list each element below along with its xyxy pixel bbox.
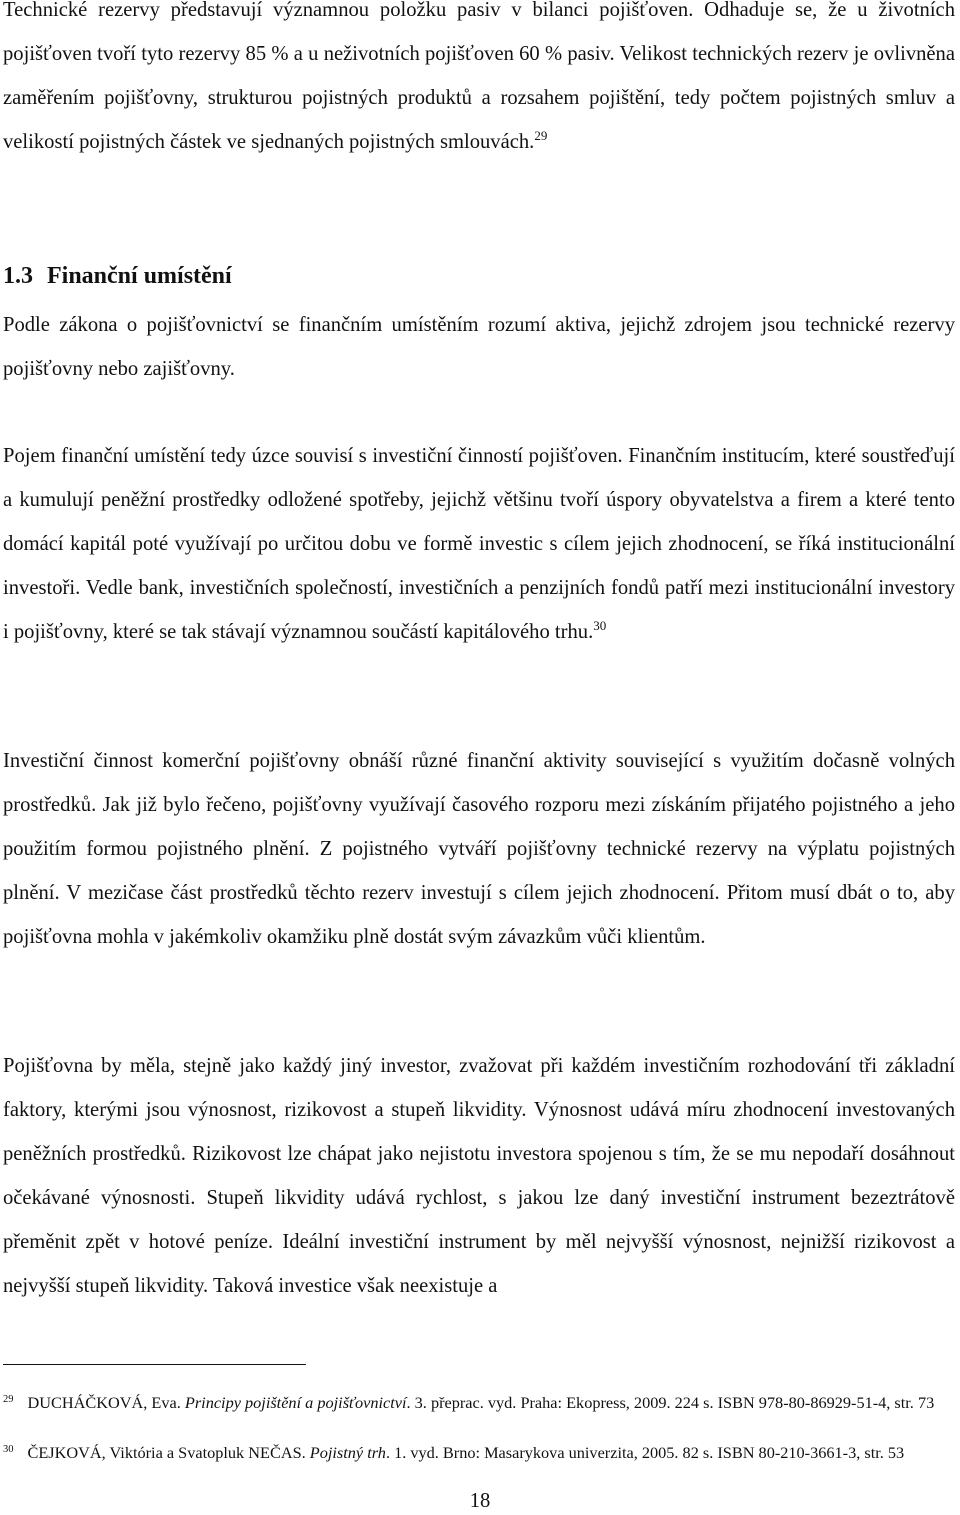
footnote-30 bbox=[3, 1443, 955, 1463]
paragraph-institutional-investors bbox=[3, 434, 955, 654]
footnote-separator bbox=[3, 1364, 306, 1365]
paragraph-investment-factors bbox=[3, 1044, 955, 1308]
footnote-number: 29 bbox=[3, 1393, 14, 1405]
footnote-author: ČEJKOVÁ, Viktória a Svatopluk NEČAS. bbox=[27, 1443, 306, 1462]
footnote-ref-29: 29 bbox=[534, 128, 548, 144]
footnote-details: . 3. přeprac. vyd. Praha: Ekopress, 2009. 224 s. ISBN 978-80-86929-51-4, str. 73 bbox=[406, 1393, 935, 1412]
intro-paragraph-text: Technické rezervy představují významnou položku pasiv v bilanci pojišťoven. Odhaduje se, že u životních pojišťoven tvoří tyto rezervy 85 % a u neživotních pojišťoven 60 % pasiv. Velikost technických rezerv je ovlivněna zaměřením pojišťovny, strukturou pojistných produktů a rozsahem pojištění, tedy počtem pojistných smluv a velikostí pojistných částek ve sjednaných pojistných smlouvách. bbox=[3, 0, 955, 153]
footnote-title: Pojistný trh bbox=[309, 1443, 386, 1462]
paragraph-text: Investiční činnost komerční pojišťovny obnáší různé finanční aktivity související s využitím dočasně volných prostředků. Jak již bylo řečeno, pojišťovny využívají časového rozporu mezi získáním přijatého pojistného a jeho použitím formou pojistného plnění. Z pojistného vytváří pojišťovny technické rezervy na výplatu pojistných plnění. V mezičase část prostředků těchto rezerv investují s cílem jejich zhodnocení. Přitom musí dbát o to, aby pojišťovna mohla v jakémkoliv okamžiku plně dostát svým závazkům vůči klientům. bbox=[3, 750, 955, 948]
paragraph-text: Pojem finanční umístění tedy úzce souvisí s investiční činností pojišťoven. Finančním institucím, které soustřeďují a kumulují peněžní prostředky odložené spotřeby, jejichž většinu tvoří úspory obyvatelstva a firem a které tento domácí kapitál poté využívají po určitou dobu ve formě investic s cílem jejich zhodnocení, se říká institucionální investoři. Vedle bank, investičních společností, investičních a penzijních fondů patří mezi institucionální investory i pojišťovny, které se tak stávají významnou součástí kapitálového trhu. bbox=[3, 445, 955, 643]
page-number: 18 bbox=[469, 1490, 491, 1512]
paragraph-investment-activity bbox=[3, 739, 955, 959]
section-title: Finanční umístění bbox=[47, 263, 232, 289]
paragraph-text: Pojišťovna by měla, stejně jako každý jiný investor, zvažovat při každém investičním rozhodování tři základní faktory, kterými jsou výnosnost, rizikovost a stupeň likvidity. Výnosnost udává míru zhodnocení investovaných peněžních prostředků. Rizikovost lze chápat jako nejistotu investora spojenou s tím, že se mu nepodaří dosáhnout očekávané výnosnosti. Stupeň likvidity udává rychlost, s jakou lze daný investiční instrument bezeztrátově přeměnit zpět v hotové peníze. Ideální investiční instrument by měl nejvyšší výnosnost, nejnižší rizikovost a nejvyšší stupeň likvidity. Taková investice však neexistuje a bbox=[3, 1055, 955, 1297]
footnote-number: 30 bbox=[3, 1443, 14, 1455]
footnote-29 bbox=[3, 1393, 955, 1413]
footnote-title: Principy pojištění a pojišťovnictví bbox=[184, 1393, 407, 1412]
footnote-details: . 1. vyd. Brno: Masarykova univerzita, 2005. 82 s. ISBN 80-210-3661-3, str. 53 bbox=[385, 1443, 905, 1462]
section-heading bbox=[3, 254, 232, 298]
paragraph-text: Podle zákona o pojišťovnictví se finančním umístěním rozumí aktiva, jejichž zdrojem jsou technické rezervy pojišťovny nebo zajišťovny. bbox=[3, 314, 955, 380]
section-number: 1.3 bbox=[3, 263, 33, 289]
footnote-ref-30: 30 bbox=[593, 618, 607, 634]
footnote-author: DUCHÁČKOVÁ, Eva. bbox=[27, 1393, 181, 1412]
paragraph-definition bbox=[3, 303, 955, 391]
intro-paragraph bbox=[3, 0, 955, 164]
